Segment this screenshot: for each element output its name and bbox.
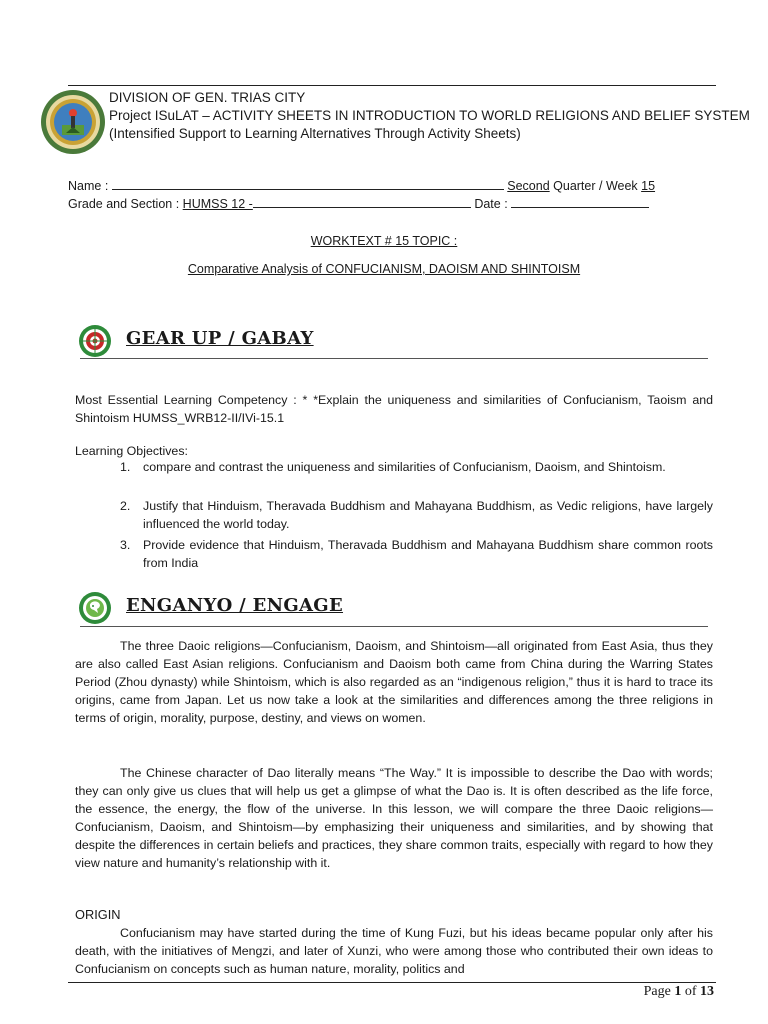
list-number: 1. <box>120 460 131 474</box>
engage-title: ENGANYO / ENGAGE <box>126 595 344 616</box>
week-value: 15 <box>641 179 656 193</box>
project-subtitle: (Intensified Support to Learning Alternatives Through Activity Sheets) <box>109 126 521 141</box>
list-item <box>120 497 713 533</box>
name-row <box>68 178 655 193</box>
target-icon <box>78 324 112 358</box>
topic-line <box>0 262 768 276</box>
body-paragraph-3: Confucianism may have started during the time of Kung Fuzi, but his ideas became popular only after his death, with the initiatives of Mengzi, and later of Xunzi, who were among those who contributed their own ideas to Confucianism on concepts such as human nature, morality, politics and <box>75 926 713 976</box>
engage-badge-icon <box>78 591 112 625</box>
page-label: Page <box>643 984 671 999</box>
quarter-value: Second <box>507 179 550 193</box>
grade-label: Grade and Section : <box>68 197 180 211</box>
list-item <box>120 458 666 476</box>
body-paragraph-2: The Chinese character of Dao literally means “The Way.” It is impossible to describe the Dao with words; they can only give us clues that will help us get a glimpse of what the Dao is. It is often described as the life force, the essence, the energy, the flow of the universe. In this lesson, we will compare the three Daoic religions—Confucianism, Daoism, and Shintoism—by emphasizing their uniqueness and similarities, and by showing that despite the differences in certain beliefs and practices, they share common traits, especially with regard to how they view nature and humanity’s relationship with it. <box>75 766 713 870</box>
gear-up-rule <box>80 358 708 359</box>
date-field[interactable] <box>511 196 649 208</box>
project-title: Project ISuLAT – ACTIVITY SHEETS IN INTRODUCTION TO WORLD RELIGIONS AND BELIEF SYSTEM <box>109 108 750 123</box>
footer-rule <box>68 982 716 983</box>
competency-text: * *Explain the uniqueness and similarities of Confucianism, Taoism and Shintoism HUMSS_WRB12-II/IVi-15.1 <box>75 393 713 425</box>
header-rule <box>68 85 716 86</box>
topic-title: Comparative Analysis of CONFUCIANISM, DAOISM AND SHINTOISM <box>187 262 581 276</box>
worktext-line <box>0 234 768 248</box>
engage-rule <box>80 626 708 627</box>
page-of-label: of <box>684 984 697 999</box>
list-number: 3. <box>120 538 131 552</box>
grade-value: HUMSS 12 - <box>182 197 253 211</box>
origin-heading: ORIGIN <box>75 907 121 922</box>
objectives-heading: Learning Objectives: <box>75 444 188 458</box>
page-total: 13 <box>700 984 714 999</box>
division-seal-logo <box>40 89 106 155</box>
name-field[interactable] <box>112 178 504 190</box>
name-label: Name : <box>68 179 109 193</box>
division-name: DIVISION OF GEN. TRIAS CITY <box>109 90 306 105</box>
section-field[interactable] <box>253 196 471 208</box>
list-text: Provide evidence that Hinduism, Theravada Buddhism and Mahayana Buddhism share common roots from India <box>143 538 713 570</box>
quarter-week-label: Quarter / Week <box>549 179 642 193</box>
competency-paragraph <box>75 391 713 427</box>
body-paragraph-1: The three Daoic religions—Confucianism, Daoism, and Shintoism—all originated from East Asia, thus they are also called East Asian religions. Confucianism and Daoism both came from China during the Warring States Period (Zhou dynasty) while Shintoism, which is also regarded as an “indigenous religion,” thus it is hard to trace its origins, came from Japan. Let us now take a look at the similarities and differences among the three religions in terms of origin, morality, purpose, destiny, and views on women. <box>75 639 713 725</box>
competency-label: Most Essential Learning Competency : <box>75 393 297 407</box>
worktext-label: WORKTEXT # 15 TOPIC : <box>310 234 458 248</box>
list-text: compare and contrast the uniqueness and similarities of Confucianism, Daoism, and Shintoism. <box>143 460 666 474</box>
gear-up-title: GEAR UP / GABAY <box>126 328 314 349</box>
list-number: 2. <box>120 499 131 513</box>
grade-row <box>68 196 649 211</box>
date-label: Date : <box>474 197 508 211</box>
list-text: Justify that Hinduism, Theravada Buddhism and Mahayana Buddhism, as Vedic religions, have largely influenced the world today. <box>143 499 713 531</box>
page-number <box>644 984 714 1000</box>
list-item <box>120 536 713 572</box>
page-current: 1 <box>674 984 682 999</box>
